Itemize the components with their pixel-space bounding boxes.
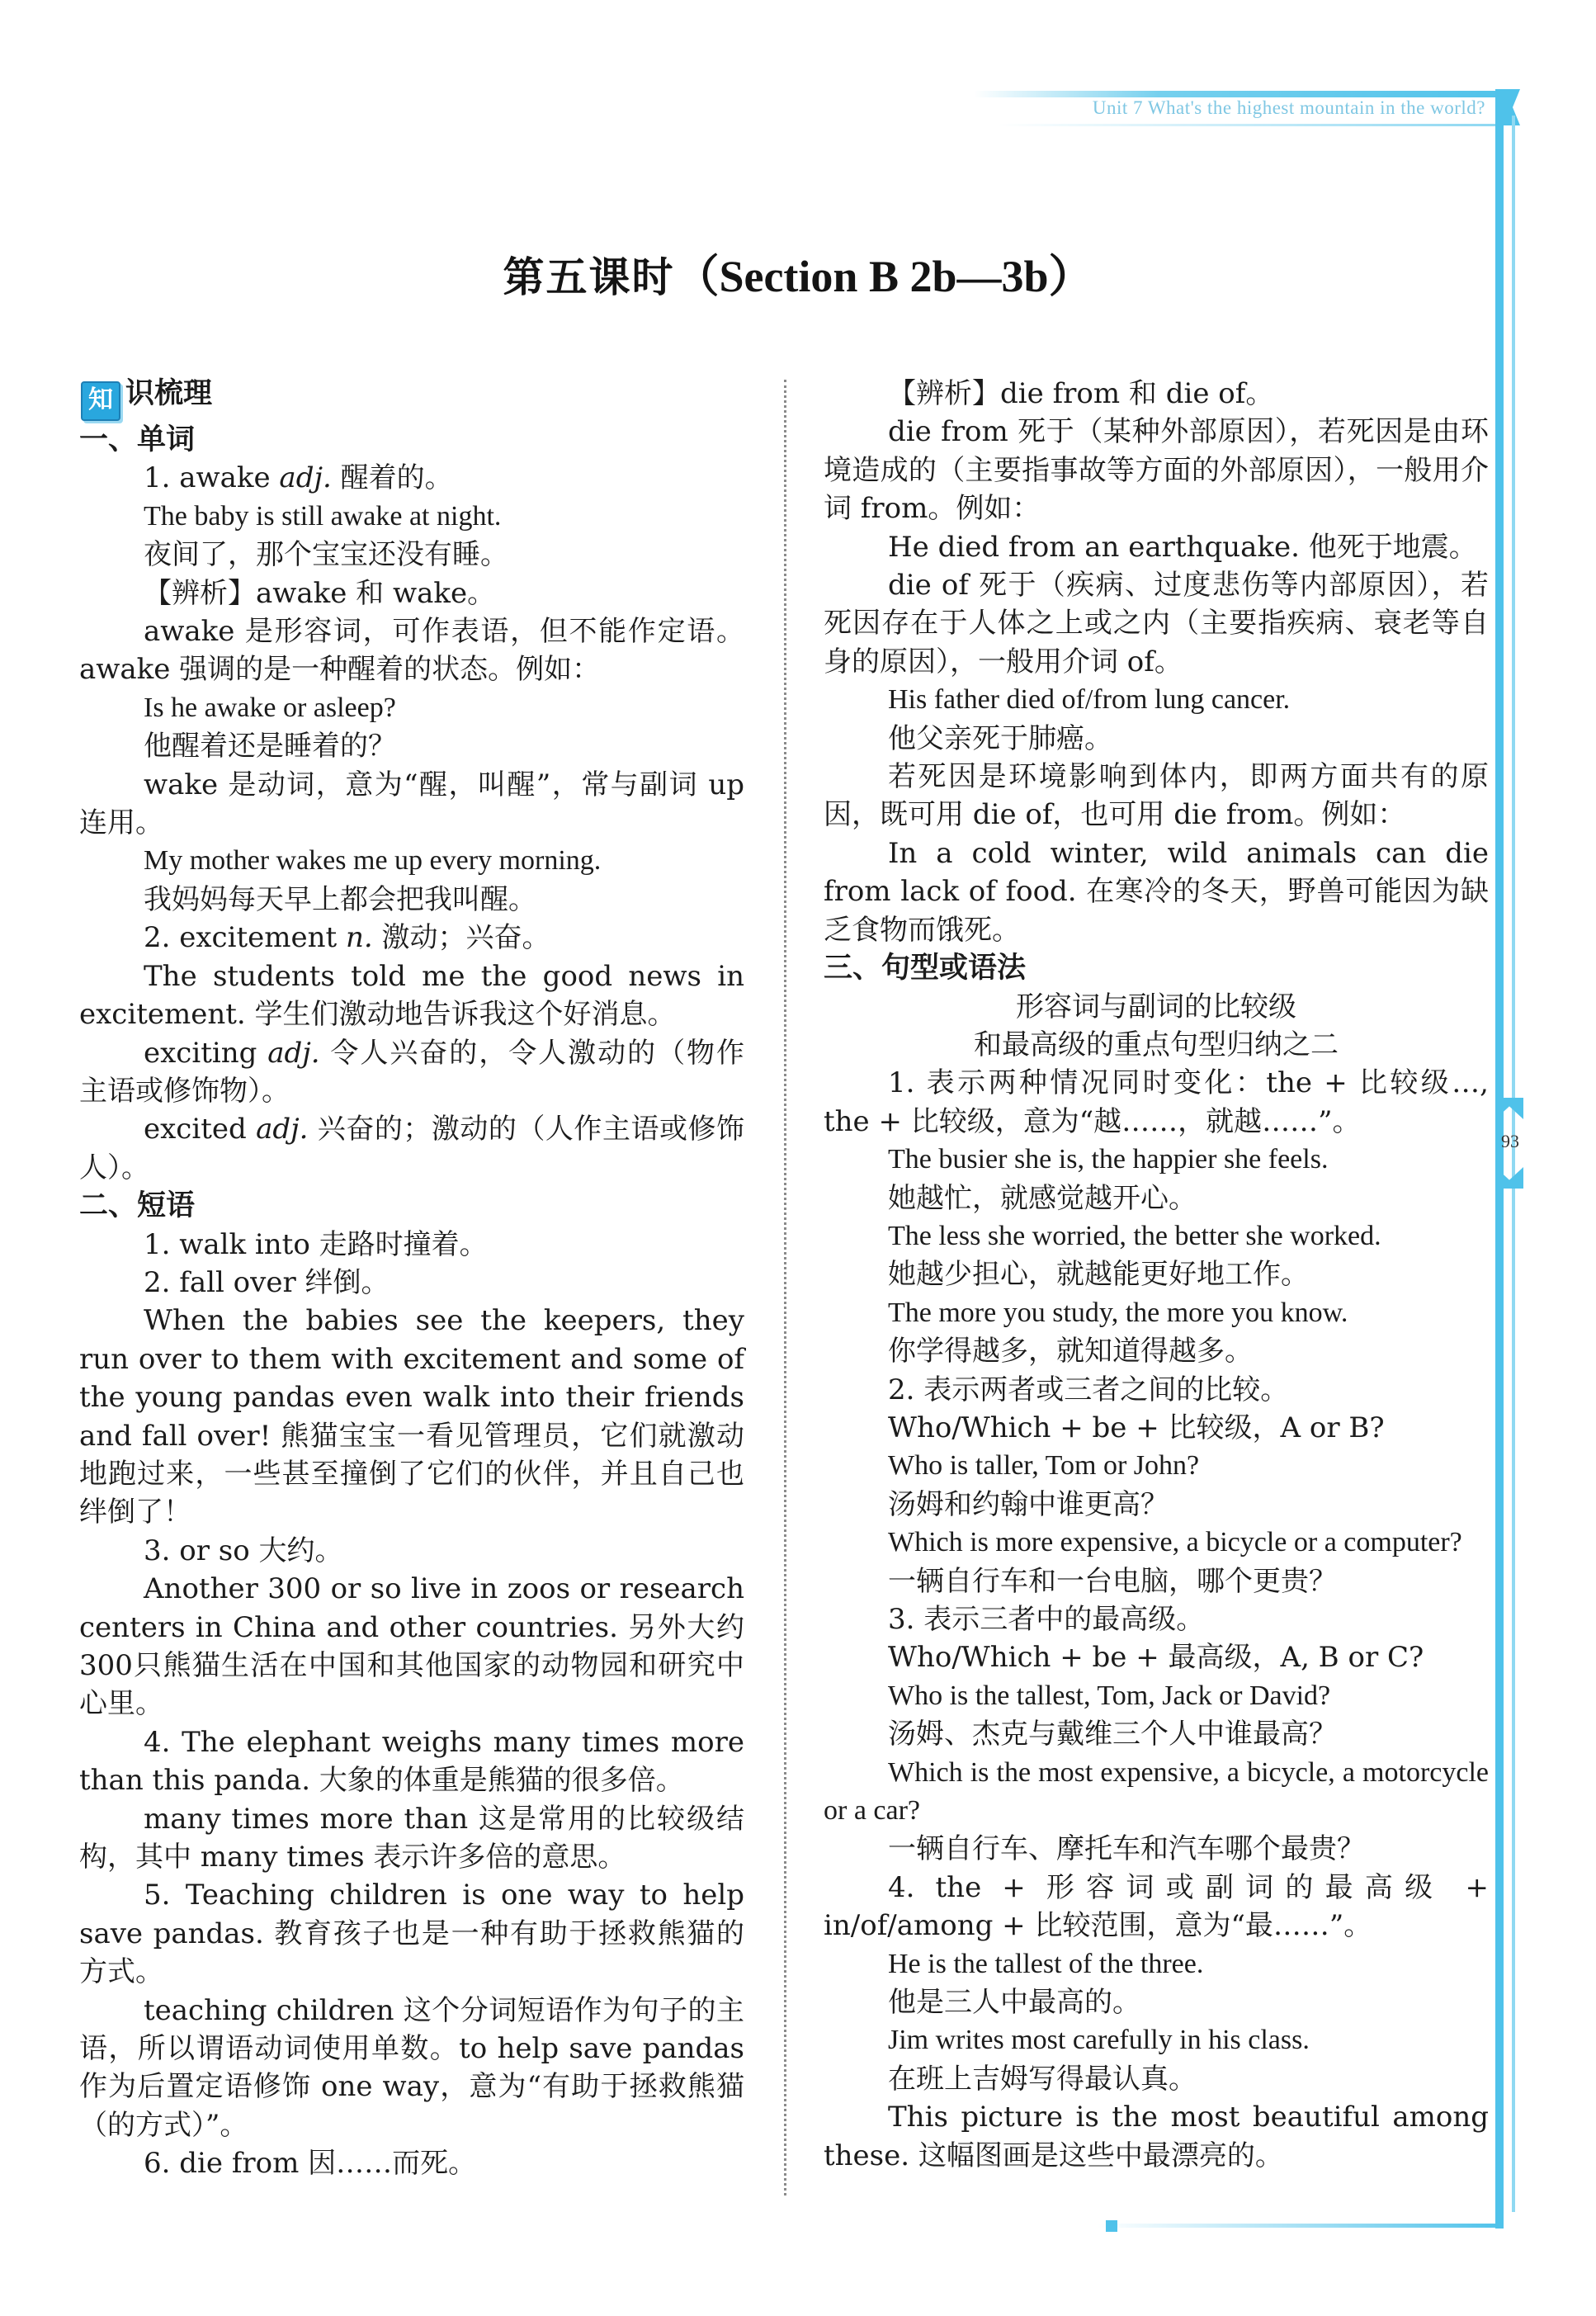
example-translation: 夜间了，那个宝宝还没有睡。 (144, 538, 508, 572)
example-translation: 汤姆、杰克与戴维三个人中谁最高？ (888, 1718, 1337, 1751)
related-word (79, 1110, 744, 1187)
example-sentence: Which is more expensive, a bicycle or a computer? (888, 1527, 1462, 1558)
example-sentence: This picture is the most beautiful among these. 这幅图画是这些中最漂亮的。 (824, 2101, 1489, 2172)
part-of-speech: adj. (267, 1036, 320, 1070)
example-sentence: Another 300 or so live in zoos or research centers in China and other countries. 另外大约300只熊猫生活在中国和其他国家的动物园和研究中心里。 (79, 1572, 744, 1721)
vocab-word: 1. awake (144, 461, 280, 495)
vocab-word: 2. excitement (144, 921, 346, 955)
example-sentence: My mother wakes me up every morning. (144, 845, 602, 877)
header-rule (974, 91, 1502, 97)
vocab-word: excited (144, 1113, 257, 1146)
footer-square (1106, 2220, 1117, 2232)
vocab-meaning: 激动；兴奋。 (372, 921, 550, 955)
example-translation: 他是三人中最高的。 (888, 1986, 1140, 2020)
column-divider (784, 380, 786, 2195)
example-sentence: Which is the most expensive, a bicycle, a motorcycle or a car? (824, 1756, 1489, 1827)
example-sentence: The less she worried, the better she worked. (888, 1220, 1381, 1251)
right-column (824, 375, 1489, 2175)
grammar-subtitle: 和最高级的重点句型归纳之二 (974, 1028, 1339, 1061)
example-translation: 一辆自行车和一台电脑，哪个更贵？ (888, 1564, 1337, 1598)
subheading-grammar: 三、句型或语法 (824, 952, 1027, 985)
subheading-phrases: 二、短语 (79, 1189, 196, 1223)
example-sentence: When the babies see the keepers, they run over to them with excitement and some of the young pandas even walk into their friends and fall over! 熊猫宝宝一看见管理员，它们就激动地跑过来，一些甚至撞倒了它们的伙伴，并且自己也绊倒了！ (79, 1304, 744, 1529)
right-margin-bar (1495, 92, 1504, 2229)
example-sentence: Who is taller, Tom or John? (888, 1450, 1200, 1482)
example-translation: 他醒着还是睡着的？ (144, 730, 396, 763)
title-zh: 第五课时 (503, 253, 675, 301)
explanation: teaching children 这个分词短语作为句子的主语，所以谓语动词使用单数。to help save pandas 作为后置定语修饰 one way，意为“有助于拯救熊猫（的方式）”。 (79, 1993, 744, 2142)
phrase-item: 4. The elephant weighs many times more than this panda. 大象的体重是熊猫的很多倍。 (79, 1725, 744, 1798)
example-translation: 汤姆和约翰中谁更高？ (888, 1487, 1169, 1521)
heading-rest: 识梳理 (125, 377, 213, 410)
grammar-point: 4. the + 形容词或副词的最高级 + in/of/among + 比较范围，意为“最……”。 (824, 1870, 1489, 1943)
phrase-item: 6. die from 因……而死。 (144, 2147, 477, 2181)
phrase-item: 3. or so 大约。 (144, 1534, 343, 1567)
explanation: die from 死于（某种外部原因），若死因是由环境造成的（主要指事故等方面的外部原因），一般用介词 from。例如： (824, 415, 1489, 526)
part-of-speech: adj. (256, 1113, 309, 1146)
badge-icon: 知 (81, 381, 120, 421)
example-sentence: Jim writes most carefully in his class. (888, 2025, 1310, 2056)
vocab-meaning: 令人兴奋的，令人激动的（物作主语或修饰物）。 (79, 1036, 745, 1108)
example-translation: 她越忙，就感觉越开心。 (888, 1181, 1197, 1215)
part-of-speech: adj. (279, 461, 332, 495)
part-of-speech: n. (345, 921, 373, 955)
grammar-point: 2. 表示两者或三者之间的比较。 (888, 1373, 1289, 1406)
explanation: 若死因是环境影响到体内，即两方面共有的原因，既可用 die of，也可用 die from。例如： (824, 760, 1489, 832)
explanation: wake 是动词，意为“醒，叫醒”，常与副词 up 连用。 (79, 768, 744, 840)
explanation: many times more than 这是常用的比较级结构，其中 many times 表示许多倍的意思。 (79, 1802, 744, 1874)
sentence-pattern: Who/Which + be + 比较级，A or B? (888, 1411, 1385, 1444)
example-sentence: Who is the tallest, Tom, Jack or David? (888, 1680, 1331, 1711)
explanation: die of 死于（疾病、过度悲伤等内部原因），若死因存在于人体之上或之内（主要指疾病、衰老等自身的原因），一般用介词 of。 (824, 569, 1489, 678)
sentence-pattern: Who/Which + be + 最高级，A, B or C? (888, 1641, 1424, 1675)
example-sentence: He is the tallest of the three. (888, 1948, 1204, 1979)
page-number: 93 (1501, 1131, 1519, 1151)
analysis-label: 【辨析】die from 和 die of。 (888, 377, 1274, 410)
example-translation: 在班上吉姆写得最认真。 (888, 2062, 1197, 2096)
example-sentence: The students told me the good news in excitement. 学生们激动地告诉我这个好消息。 (79, 959, 744, 1032)
subheading-words: 一、单词 (79, 423, 196, 456)
phrase-item: 5. Teaching children is one way to help save pandas. 教育孩子也是一种有助于拯救熊猫的方式。 (79, 1879, 744, 1989)
phrase-item: 2. fall over 绊倒。 (144, 1265, 390, 1299)
vocab-meaning: 醒着的。 (331, 461, 453, 495)
right-margin-bar-thin (1512, 116, 1515, 2212)
grammar-subtitle: 形容词与副词的比较级 (1016, 990, 1296, 1023)
explanation: awake 是形容词，可作表语，但不能作定语。awake 强调的是一种醒着的状态。例如： (79, 615, 744, 687)
grammar-point: 3. 表示三者中的最高级。 (888, 1603, 1205, 1636)
vocab-item (79, 919, 744, 957)
vocab-word: exciting (144, 1036, 268, 1070)
example-translation: 他父亲死于肺癌。 (888, 721, 1112, 755)
example-sentence: His father died of/from lung cancer. (888, 684, 1291, 716)
example-translation: 一辆自行车、摩托车和汽车哪个最贵？ (888, 1832, 1365, 1866)
example-translation: 她越少担心，就越能更好地工作。 (888, 1258, 1309, 1292)
example-sentence: The baby is still awake at night. (144, 500, 502, 532)
analysis-label: 【辨析】awake 和 wake。 (144, 576, 496, 610)
grammar-point: 1. 表示两种情况同时变化：the + 比较级…, the + 比较级，意为“越……，就越……”。 (824, 1066, 1489, 1138)
footer-rule (1098, 2224, 1504, 2228)
example-translation: 你学得越多，就知道得越多。 (888, 1335, 1253, 1368)
example-translation: 我妈妈每天早上都会把我叫醒。 (144, 882, 536, 916)
page-title (0, 241, 1596, 305)
left-column (79, 375, 744, 2183)
vocab-item (79, 459, 744, 497)
running-head: Unit 7 What's the highest mountain in the world? (1092, 97, 1485, 118)
example-sentence: The more you study, the more you know. (888, 1297, 1348, 1328)
example-sentence: Is he awake or asleep? (144, 692, 396, 723)
title-en: （Section B 2b—3b） (674, 252, 1093, 301)
example-sentence: The busier she is, the happier she feels. (888, 1144, 1329, 1175)
vocab-meaning: 兴奋的；激动的（人作主语或修饰人）。 (79, 1113, 744, 1184)
phrase-item: 1. walk into 走路时撞着。 (144, 1227, 488, 1261)
section-heading (79, 375, 744, 421)
header-rule-thin (999, 124, 1502, 126)
related-word (79, 1034, 744, 1111)
example-sentence: He died from an earthquake. 他死于地震。 (888, 530, 1477, 564)
example-sentence: In a cold winter, wild animals can die from lack of food. 在寒冷的冬天，野兽可能因为缺乏食物而饿死。 (824, 836, 1489, 947)
